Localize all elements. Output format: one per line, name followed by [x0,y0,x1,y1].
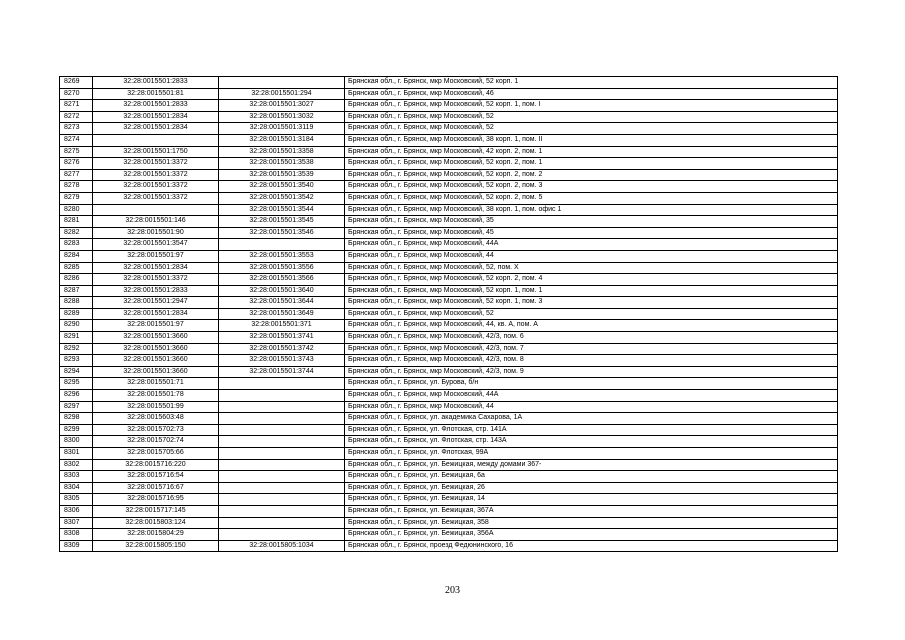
table-row [60,517,838,529]
object-cadastral-number-cell [219,401,345,413]
table-row [60,343,838,355]
table-row [60,158,838,170]
row-number-cell: 8294 [60,366,93,378]
object-cadastral-number-cell [219,482,345,494]
address-cell: Брянская обл., г. Брянск, мкр Московский, 38 корп. 1, пом. II [345,134,838,146]
table-row [60,88,838,100]
table-row [60,77,838,89]
row-number-cell: 8279 [60,192,93,204]
row-number-cell: 8292 [60,343,93,355]
object-cadastral-number-cell: 32:28:0015501:3644 [219,297,345,309]
object-cadastral-number-cell [219,413,345,425]
object-cadastral-number-cell: 32:28:0015501:3027 [219,100,345,112]
cadastral-number-cell: 32:28:0015501:3660 [93,366,219,378]
cadastral-number-cell: 32:28:0015501:97 [93,320,219,332]
row-number-cell: 8302 [60,459,93,471]
table-row [60,320,838,332]
row-number-cell: 8281 [60,216,93,228]
address-cell: Брянская обл., г. Брянск, мкр Московский, 42/3, пом. 8 [345,355,838,367]
address-cell: Брянская обл., г. Брянск, ул. Флотская, 99А [345,448,838,460]
object-cadastral-number-cell: 32:28:0015501:294 [219,88,345,100]
object-cadastral-number-cell [219,378,345,390]
table-row [60,436,838,448]
object-cadastral-number-cell [219,494,345,506]
row-number-cell: 8299 [60,424,93,436]
row-number-cell: 8309 [60,540,93,552]
address-cell: Брянская обл., г. Брянск, ул. Бежицкая, 367А [345,505,838,517]
table-row [60,366,838,378]
row-number-cell: 8303 [60,471,93,483]
table-row [60,413,838,425]
address-cell: Брянская обл., г. Брянск, ул. Флотская, стр. 141А [345,424,838,436]
table-row [60,459,838,471]
object-cadastral-number-cell: 32:28:0015805:1034 [219,540,345,552]
object-cadastral-number-cell: 32:28:0015501:3539 [219,169,345,181]
cadastral-number-cell: 32:28:0015702:74 [93,436,219,448]
address-cell: Брянская обл., г. Брянск, мкр Московский, 45 [345,227,838,239]
row-number-cell: 8286 [60,274,93,286]
table-row [60,505,838,517]
row-number-cell: 8300 [60,436,93,448]
table-row [60,471,838,483]
object-cadastral-number-cell: 32:28:0015501:3553 [219,250,345,262]
row-number-cell: 8307 [60,517,93,529]
object-cadastral-number-cell [219,390,345,402]
address-cell: Брянская обл., г. Брянск, мкр Московский, 44 [345,250,838,262]
cadastral-number-cell: 32:28:0015501:3660 [93,332,219,344]
address-cell: Брянская обл., г. Брянск, мкр Московский, 35 [345,216,838,228]
table-row [60,239,838,251]
address-cell: Брянская обл., г. Брянск, ул. Бежицкая, между домами 367- [345,459,838,471]
table-row [60,529,838,541]
object-cadastral-number-cell: 32:28:0015501:3556 [219,262,345,274]
object-cadastral-number-cell: 32:28:0015501:3032 [219,111,345,123]
address-cell: Брянская обл., г. Брянск, мкр Московский, 52 корп. 2, пом. 1 [345,158,838,170]
row-number-cell: 8285 [60,262,93,274]
row-number-cell: 8269 [60,77,93,89]
table-row [60,448,838,460]
row-number-cell: 8283 [60,239,93,251]
object-cadastral-number-cell: 32:28:0015501:3743 [219,355,345,367]
address-cell: Брянская обл., г. Брянск, мкр Московский, 52 корп. 1, пом. 1 [345,285,838,297]
row-number-cell: 8308 [60,529,93,541]
object-cadastral-number-cell: 32:28:0015501:3119 [219,123,345,135]
object-cadastral-number-cell [219,505,345,517]
table-row [60,424,838,436]
table-row [60,274,838,286]
address-cell: Брянская обл., г. Брянск, мкр Московский, 44 [345,401,838,413]
object-cadastral-number-cell [219,529,345,541]
object-cadastral-number-cell: 32:28:0015501:371 [219,320,345,332]
row-number-cell: 8297 [60,401,93,413]
cadastral-number-cell: 32:28:0015501:2833 [93,77,219,89]
object-cadastral-number-cell [219,448,345,460]
cadastral-number-cell: 32:28:0015501:3660 [93,343,219,355]
row-number-cell: 8274 [60,134,93,146]
object-cadastral-number-cell: 32:28:0015501:3649 [219,308,345,320]
object-cadastral-number-cell: 32:28:0015501:3744 [219,366,345,378]
row-number-cell: 8275 [60,146,93,158]
address-cell: Брянская обл., г. Брянск, мкр Московский, 38 корп. 1, пом. офис 1 [345,204,838,216]
address-cell: Брянская обл., г. Брянск, мкр Московский, 44А [345,390,838,402]
cadastral-number-cell: 32:28:0015804:29 [93,529,219,541]
address-cell: Брянская обл., г. Брянск, мкр Московский, 52 корп. 1, пом. 3 [345,297,838,309]
cadastral-number-cell: 32:28:0015501:2833 [93,285,219,297]
address-cell: Брянская обл., г. Брянск, ул. Бежицкая, 14 [345,494,838,506]
table-row [60,355,838,367]
address-cell: Брянская обл., г. Брянск, мкр Московский, 52 корп. 1 [345,77,838,89]
cadastral-number-cell: 32:28:0015501:2834 [93,123,219,135]
object-cadastral-number-cell [219,459,345,471]
table-row [60,181,838,193]
table-row [60,169,838,181]
cadastral-number-cell [93,204,219,216]
cadastral-number-cell: 32:28:0015501:3372 [93,181,219,193]
cadastral-number-cell: 32:28:0015501:3372 [93,169,219,181]
cadastral-number-cell: 32:28:0015702:73 [93,424,219,436]
row-number-cell: 8291 [60,332,93,344]
table-row [60,227,838,239]
cadastral-number-cell: 32:28:0015501:81 [93,88,219,100]
address-cell: Брянская обл., г. Брянск, мкр Московский, 42/3, пом. 9 [345,366,838,378]
table-row [60,297,838,309]
table-row [60,332,838,344]
table-row [60,111,838,123]
cadastral-number-cell: 32:28:0015501:2947 [93,297,219,309]
object-cadastral-number-cell [219,77,345,89]
cadastral-number-cell [93,134,219,146]
cadastral-number-cell: 32:28:0015805:150 [93,540,219,552]
table-row [60,250,838,262]
address-cell: Брянская обл., г. Брянск, мкр Московский, 42/3, пом. 7 [345,343,838,355]
row-number-cell: 8298 [60,413,93,425]
object-cadastral-number-cell [219,239,345,251]
object-cadastral-number-cell: 32:28:0015501:3546 [219,227,345,239]
row-number-cell: 8296 [60,390,93,402]
row-number-cell: 8271 [60,100,93,112]
address-cell: Брянская обл., г. Брянск, мкр Московский, 52 корп. 2, пом. 5 [345,192,838,204]
table-row [60,482,838,494]
table-row [60,204,838,216]
address-cell: Брянская обл., г. Брянск, мкр Московский, 52, пом. X [345,262,838,274]
row-number-cell: 8280 [60,204,93,216]
row-number-cell: 8304 [60,482,93,494]
row-number-cell: 8277 [60,169,93,181]
row-number-cell: 8273 [60,123,93,135]
cadastral-number-cell: 32:28:0015501:71 [93,378,219,390]
row-number-cell: 8289 [60,308,93,320]
object-cadastral-number-cell: 32:28:0015501:3358 [219,146,345,158]
address-cell: Брянская обл., г. Брянск, проезд Федюнинского, 16 [345,540,838,552]
address-cell: Брянская обл., г. Брянск, ул. Бежицкая, 358 [345,517,838,529]
object-cadastral-number-cell: 32:28:0015501:3184 [219,134,345,146]
cadastral-number-cell: 32:28:0015501:2834 [93,308,219,320]
address-cell: Брянская обл., г. Брянск, мкр Московский, 42 корп. 2, пом. 1 [345,146,838,158]
object-cadastral-number-cell: 32:28:0015501:3542 [219,192,345,204]
table-row [60,401,838,413]
cadastral-number-cell: 32:28:0015501:1750 [93,146,219,158]
row-number-cell: 8272 [60,111,93,123]
object-cadastral-number-cell: 32:28:0015501:3545 [219,216,345,228]
address-cell: Брянская обл., г. Брянск, мкр Московский, 52 корп. 2, пом. 4 [345,274,838,286]
object-cadastral-number-cell [219,517,345,529]
table-row [60,540,838,552]
row-number-cell: 8282 [60,227,93,239]
address-cell: Брянская обл., г. Брянск, мкр Московский, 52 корп. 2, пом. 2 [345,169,838,181]
object-cadastral-number-cell: 32:28:0015501:3544 [219,204,345,216]
registry-table-body [60,77,838,552]
address-cell: Брянская обл., г. Брянск, мкр Московский, 52 [345,308,838,320]
cadastral-number-cell: 32:28:0015716:54 [93,471,219,483]
row-number-cell: 8305 [60,494,93,506]
address-cell: Брянская обл., г. Брянск, ул. Бежицкая, 6а [345,471,838,483]
object-cadastral-number-cell: 32:28:0015501:3640 [219,285,345,297]
address-cell: Брянская обл., г. Брянск, ул. Бежицкая, 356А [345,529,838,541]
address-cell: Брянская обл., г. Брянск, мкр Московский, 52 [345,111,838,123]
cadastral-number-cell: 32:28:0015501:2833 [93,100,219,112]
registry-table [59,76,838,552]
table-row [60,308,838,320]
address-cell: Брянская обл., г. Брянск, ул. Бурова, б/н [345,378,838,390]
cadastral-number-cell: 32:28:0015716:220 [93,459,219,471]
table-row [60,285,838,297]
row-number-cell: 8276 [60,158,93,170]
address-cell: Брянская обл., г. Брянск, мкр Московский, 44, кв. А, пом. А [345,320,838,332]
object-cadastral-number-cell [219,436,345,448]
table-row [60,146,838,158]
cadastral-number-cell: 32:28:0015501:99 [93,401,219,413]
cadastral-number-cell: 32:28:0015717:145 [93,505,219,517]
object-cadastral-number-cell [219,424,345,436]
table-row [60,494,838,506]
cadastral-number-cell: 32:28:0015705:66 [93,448,219,460]
row-number-cell: 8287 [60,285,93,297]
object-cadastral-number-cell: 32:28:0015501:3540 [219,181,345,193]
cadastral-number-cell: 32:28:0015501:2834 [93,262,219,274]
row-number-cell: 8284 [60,250,93,262]
row-number-cell: 8306 [60,505,93,517]
cadastral-number-cell: 32:28:0015603:48 [93,413,219,425]
row-number-cell: 8270 [60,88,93,100]
object-cadastral-number-cell: 32:28:0015501:3566 [219,274,345,286]
row-number-cell: 8301 [60,448,93,460]
table-row [60,378,838,390]
row-number-cell: 8278 [60,181,93,193]
address-cell: Брянская обл., г. Брянск, ул. академика Сахарова, 1А [345,413,838,425]
cadastral-number-cell: 32:28:0015501:3372 [93,158,219,170]
cadastral-number-cell: 32:28:0015501:90 [93,227,219,239]
address-cell: Брянская обл., г. Брянск, ул. Флотская, стр. 143А [345,436,838,448]
address-cell: Брянская обл., г. Брянск, мкр Московский, 42/3, пом. 6 [345,332,838,344]
object-cadastral-number-cell: 32:28:0015501:3742 [219,343,345,355]
address-cell: Брянская обл., г. Брянск, ул. Бежицкая, 26 [345,482,838,494]
address-cell: Брянская обл., г. Брянск, мкр Московский, 52 корп. 2, пом. 3 [345,181,838,193]
cadastral-number-cell: 32:28:0015501:3372 [93,192,219,204]
cadastral-number-cell: 32:28:0015501:2834 [93,111,219,123]
table-row [60,123,838,135]
cadastral-number-cell: 32:28:0015501:3660 [93,355,219,367]
cadastral-number-cell: 32:28:0015501:146 [93,216,219,228]
table-row [60,390,838,402]
table-row [60,216,838,228]
address-cell: Брянская обл., г. Брянск, мкр Московский, 44А [345,239,838,251]
object-cadastral-number-cell: 32:28:0015501:3741 [219,332,345,344]
cadastral-number-cell: 32:28:0015501:3547 [93,239,219,251]
table-row [60,192,838,204]
row-number-cell: 8293 [60,355,93,367]
cadastral-number-cell: 32:28:0015501:78 [93,390,219,402]
cadastral-number-cell: 32:28:0015501:97 [93,250,219,262]
row-number-cell: 8290 [60,320,93,332]
row-number-cell: 8295 [60,378,93,390]
object-cadastral-number-cell [219,471,345,483]
cadastral-number-cell: 32:28:0015716:95 [93,494,219,506]
row-number-cell: 8288 [60,297,93,309]
object-cadastral-number-cell: 32:28:0015501:3538 [219,158,345,170]
cadastral-number-cell: 32:28:0015803:124 [93,517,219,529]
cadastral-number-cell: 32:28:0015716:67 [93,482,219,494]
address-cell: Брянская обл., г. Брянск, мкр Московский, 46 [345,88,838,100]
page-number: 203 [445,585,460,596]
table-row [60,134,838,146]
table-row [60,100,838,112]
table-row [60,262,838,274]
address-cell: Брянская обл., г. Брянск, мкр Московский, 52 [345,123,838,135]
cadastral-number-cell: 32:28:0015501:3372 [93,274,219,286]
address-cell: Брянская обл., г. Брянск, мкр Московский, 52 корп. 1, пом. I [345,100,838,112]
